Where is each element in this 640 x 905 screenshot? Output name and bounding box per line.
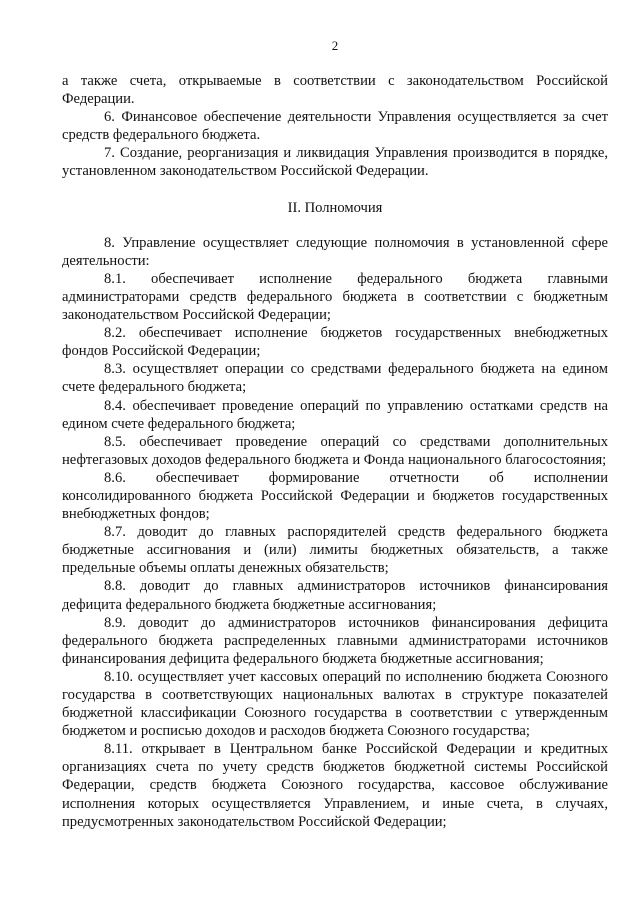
paragraph-8-4: 8.4. обеспечивает проведение операций по управлению остатками средств на едином счете федерального бюджета; (62, 397, 608, 432)
paragraph-7: 7. Создание, реорганизация и ликвидация Управления производится в порядке, установленном законодательством Российской Федерации. (62, 145, 608, 180)
paragraph-8-7: 8.7. доводит до главных распорядителей средств федерального бюджета бюджетные ассигнования и (или) лимиты бюджетных обязательств, а также предельные объемы оплаты денежных обязательств; (62, 524, 608, 577)
page-number: 2 (331, 38, 339, 53)
paragraph-continuation: а также счета, открываемые в соответствии с законодательством Российской Федерации. (62, 73, 608, 108)
paragraph-8-10: 8.10. осуществляет учет кассовых операций по исполнению бюджета Союзного государства в соответствующих национальных валютах в структуре показателей бюджетной классификации Союзного государства в соответствии с утвержденным бюджетом и росписью доходов и расходов бюджета Союзного государства; (62, 668, 608, 740)
paragraph-8: 8. Управление осуществляет следующие полномочия в установленной сфере деятельности: (62, 234, 608, 269)
paragraph-8-1: 8.1. обеспечивает исполнение федерального бюджета главными администраторами средств федерального бюджета в соответствии с бюджетным законодательством Российской Федерации; (62, 270, 608, 324)
paragraph-8-11: 8.11. открывает в Центральном банке Российской Федерации и кредитных организациях счета по учету средств бюджетов бюджетной системы Российской Федерации, средств бюджета Союзного государства, кассовое обслуживание исполнения которых осуществляется Управлением, и иные счета, в случаях, предусмотренных законодательством Российской Федерации; (62, 741, 608, 830)
paragraph-8-5: 8.5. обеспечивает проведение операций со средствами дополнительных нефтегазовых доходов федерального бюджета и Фонда национального благосостояния; (62, 433, 608, 468)
paragraph-6: 6. Финансовое обеспечение деятельности Управления осуществляется за счет средств федерального бюджета. (62, 109, 608, 144)
section-title: II. Полномочия (287, 199, 383, 216)
paragraph-8-2: 8.2. обеспечивает исполнение бюджетов государственных внебюджетных фондов Российской Федерации; (62, 325, 608, 360)
document-page (62, 38, 608, 831)
paragraph-8-9: 8.9. доводит до администраторов источников финансирования дефицита федерального бюджета распределенных главными администраторами источников финансирования дефицита федерального бюджета бюджетные ассигнования; (62, 614, 608, 667)
paragraph-8-8: 8.8. доводит до главных администраторов источников финансирования дефицита федерального бюджета бюджетные ассигнования; (62, 578, 608, 613)
paragraph-8-3: 8.3. осуществляет операции со средствами федерального бюджета на едином счете федерального бюджета; (62, 361, 608, 396)
paragraph-8-6: 8.6. обеспечивает формирование отчетности об исполнении консолидированного бюджета Российской Федерации и бюджетов государственных внебюджетных фондов; (62, 469, 608, 523)
